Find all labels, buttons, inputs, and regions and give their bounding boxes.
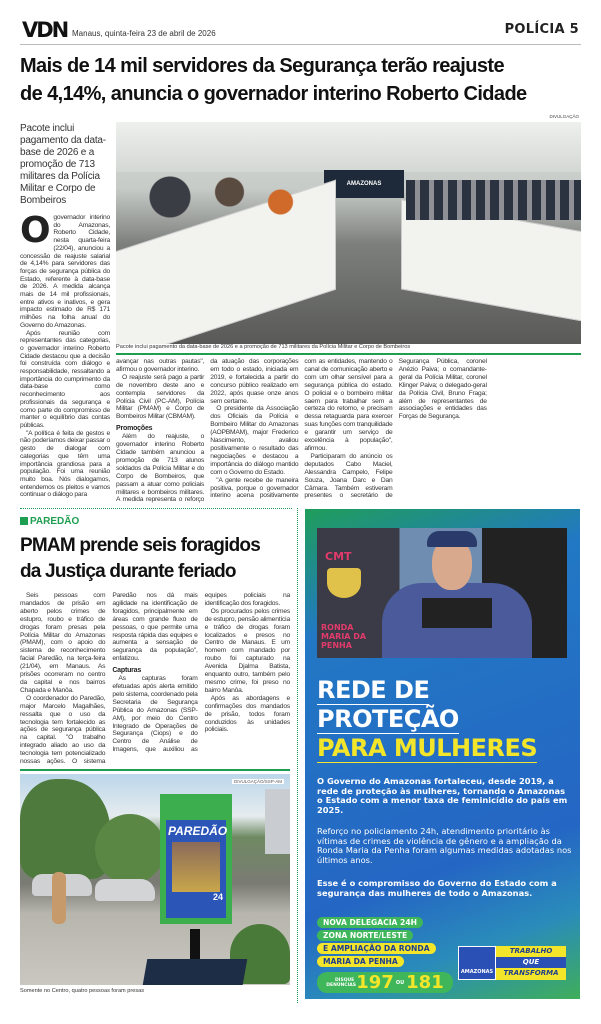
lead-photo-banner: AMAZONAS xyxy=(324,170,404,198)
article-kicker: PAREDÃO xyxy=(20,516,79,527)
dropcap: O xyxy=(20,210,51,251)
lead-headline xyxy=(20,52,585,108)
paragraph: "A política é feita de gestos e não poderíamos deixar passar o gesto de dialogar com categorias que têm uma importância grandiosa para a população. Foi uma reunião muito boa. Nós dialogamos, entendemos os pleitos e vamos continuar o diálogo para xyxy=(20,429,110,499)
paredao-photo xyxy=(20,774,290,985)
second-headline xyxy=(20,533,292,585)
ad-title-line-3: PARA MULHERES xyxy=(317,734,538,762)
ad-pill: MARIA DA PENHA xyxy=(317,956,404,967)
second-headline-line-1: PMAM prende seis foragidos xyxy=(20,535,260,556)
caption-divider xyxy=(116,353,581,355)
second-body-columns xyxy=(20,592,290,766)
ad-badge-cmt: CMT xyxy=(325,550,352,563)
lead-body-columns xyxy=(116,358,581,506)
paragraph: Participaram do anúncio os deputados Cabo Maciel, Alessandra Campelo, Felipe Souza, Joana Darc e Dan Câmara. Também estiveram presentes o secretário de Segurança Pública, coronel Anézio Paiva; o comandante-geral da Polícia Militar, coronel Klinger Paiva; o delegado-geral da Polícia Civil, Bruno Fraga; além de representantes de associações e entidades das Forças de Segurança. xyxy=(304,358,487,500)
subhead: Promoções xyxy=(116,425,153,433)
section-page-label: POLÍCIA 5 xyxy=(504,22,579,37)
ad-photo-collage xyxy=(317,528,567,658)
ad-paragraph: Reforço no policiamento 24h, atendimento prioritário às vítimas de crimes de violência de gênero e a ampliação da Ronda Maria da Penha foram algumas medidas adotadas nos últimos anos. xyxy=(317,826,572,865)
paragraph: As capturas foram efetuadas após alerta emitido pelo sistema, coordenado pela Secretaria de Segurança Pública do Amazonas (SSP-AM), por meio do Centro Integrado de Operações de Segurança (Ciops) e do Centro de Análise de Imagens, que auxiliou as equipes policiais na identificação dos foragidos. xyxy=(112,592,290,754)
section-divider xyxy=(20,508,292,509)
slogan-logo: TRABALHO QUE TRANSFORMA xyxy=(496,946,566,980)
second-headline-line-2: da Justiça durante feriado xyxy=(20,561,236,582)
ad-hotline: DISQUE DENÚNCIAS 197 OU 181 xyxy=(317,972,453,993)
photo-divider xyxy=(20,769,290,771)
paredao-photo-caption: Somente no Centro, quatro pessoas foram presas xyxy=(20,988,145,994)
ad-pill: E AMPLIAÇÃO DA RONDA xyxy=(317,943,436,954)
paragraph: Seis pessoas com mandados de prisão em aberto pelos crimes de estupro, roubo e tráfico de drogas foram presas pela Polícia Militar do Amazonas (PMAM), com o apoio do sistema de reconhecimento facial Paredão, na terça-feira (21/04), em Manaus. As prisões ocorreram no centro da capital e nos bairros Chapada e Manôa. xyxy=(20,592,106,694)
amazonas-logo: AMAZONAS xyxy=(458,946,496,980)
ad-pill: ZONA NORTE/LESTE xyxy=(317,930,413,941)
subhead: Capturas xyxy=(112,667,142,675)
header-divider xyxy=(20,44,581,45)
ad-paragraph: Esse é o compromisso do Governo do Estado com a segurança das mulheres de todo o Amazonas. xyxy=(317,878,557,898)
government-ad xyxy=(305,509,580,999)
lead-photo xyxy=(116,122,581,344)
ad-title-line-2: PROTEÇÃO xyxy=(317,705,459,733)
paragraph: O reajuste será pago a partir de novembro deste ano e contempla servidores da Polícia Civil (PC-AM), Polícia Militar (PMAM) e Corpo de Bombeiros Militar (CBMAM). xyxy=(116,373,205,421)
edition-date: Manaus, quinta-feira 23 de abril de 2026 xyxy=(72,29,216,38)
kicker-square-icon xyxy=(20,517,28,525)
paragraph: Após reunião com representantes das categorias, o governador interino Roberto Cidade destacou que a decisão foi construída com diálogo e responsabilidade, ressaltando a importância do cumprimento da data-base como reconhecimento aos profissionais da segurança e como parte do compromisso de manter o equilíbrio das contas públicas. xyxy=(20,329,110,429)
lead-teaser: Pacote inclui pagamento da data-base de 2026 e a promoção de 713 militares da Polícia Militar e Corpo de Bombeiros xyxy=(20,123,106,206)
paragraph: avançar nas outras pautas", afirmou o governador interino. xyxy=(116,358,205,373)
paredao-sign xyxy=(160,794,232,924)
newspaper-logo: VDN xyxy=(22,18,68,42)
ad-badge-ronda: RONDA MARIA DA PENHA xyxy=(321,623,367,650)
ad-paragraph: O Governo do Amazonas fortaleceu, desde 2019, a rede de proteção às mulheres, tornando o Amazonas o Estado com a menor taxa de feminicídio do país em 2025. xyxy=(317,776,568,815)
lead-left-column xyxy=(20,210,110,499)
paredao-photo-credit: DIVULGAÇÃO/SSP-AM xyxy=(233,779,282,784)
lead-headline-line-2: de 4,14%, anuncia o governador interino Roberto Cidade xyxy=(20,83,527,105)
photo-credit: DIVULGAÇÃO xyxy=(549,114,579,119)
paredao-sign-badge: 24 xyxy=(212,892,223,902)
paragraph: "A gente recebe de maneira positiva, porque o governador interino acena positivamente com as entidades, mantendo o canal de comunicação aberto e com um olhar sensível para a segurança pública do estado. O policial e o bombeiro militar saem para trabalhar sem a certeza do retorno, e precisam dessa retaguarda para exercer suas funções com tranquilidade e garantir um serviço de excelência à população", afirmou. xyxy=(210,358,393,500)
paragraph: O coordenador do Paredão, major Marcelo Magalhães, ressalta que o uso da tecnologia tem fortalecido as ações de segurança pública na capital. "O trabalho integrado aliado ao uso da tecnologia tem potencializado nossas ações. O sistema Paredão nos dá mais agilidade na identificação de foragidos, principalmente em áreas com grande fluxo de pessoas, o que permite uma resposta rápida das equipes e aumenta a sensação de segurança da população", enfatizou. xyxy=(20,592,198,766)
paredao-sign-title: PAREDÃO xyxy=(168,824,228,838)
paragraph: Além do reajuste, o governador interino Roberto Cidade também anunciou a promoção de 713 alunos soldados da Polícia Militar e do Corpo de Bombeiros, que passam a atuar como policiais militares e bombeiros militares. A medida representa o reforço da atuação das corporações em todo o estado, iniciada em 2019, e fortalecida a partir do concurso público realizado em 2022, após quase onze anos sem certame. xyxy=(116,358,299,504)
ad-title-line-1: REDE DE xyxy=(317,676,430,704)
lead-headline-line-1: Mais de 14 mil servidores da Segurança terão reajuste xyxy=(20,55,504,77)
column-divider xyxy=(297,508,298,1003)
ad-pill: NOVA DELEGACIA 24H xyxy=(317,917,423,928)
paragraph: governador interino do Amazonas, Roberto Cidade, nesta quarta-feira (22/04), anunciou a concessão de reajuste salarial de 4,14% para servidores das forças de segurança pública do Estado, referente à data-base de 2026. A medida alcança mais de 14 mil profissionais, entre ativos e inativos, e gera impacto estimado de R$ 171 milhões na folha anual do Governo do Amazonas. xyxy=(20,214,110,329)
paragraph: Após as abordagens e confirmações dos mandados de prisão, todos foram conduzidos às unidades policiais. xyxy=(204,694,290,734)
lead-photo-caption: Pacote inclui pagamento da data-base de 2026 e a promoção de 713 militares da Polícia Militar e Corpo de Bombeiros xyxy=(116,344,411,350)
paragraph: O presidente da Associação dos Oficiais da Polícia e Bombeiro Militar do Amazonas (AOPBMAM), major Frederico Nascimento, avaliou positivamente o resultado das negociações e destacou a importância do diálogo mantido com o Governo do Estado. xyxy=(210,405,299,476)
paragraph: Os procurados pelos crimes de estupro, pensão alimentícia e tráfico de drogas foram localizados e presos no Centro de Manaus. E um homem com mandado por roubo foi capturado na Avenida Djalma Batista, enquanto outro, também pelo mesmo crime, foi preso no bairro Manôa. xyxy=(204,607,290,694)
